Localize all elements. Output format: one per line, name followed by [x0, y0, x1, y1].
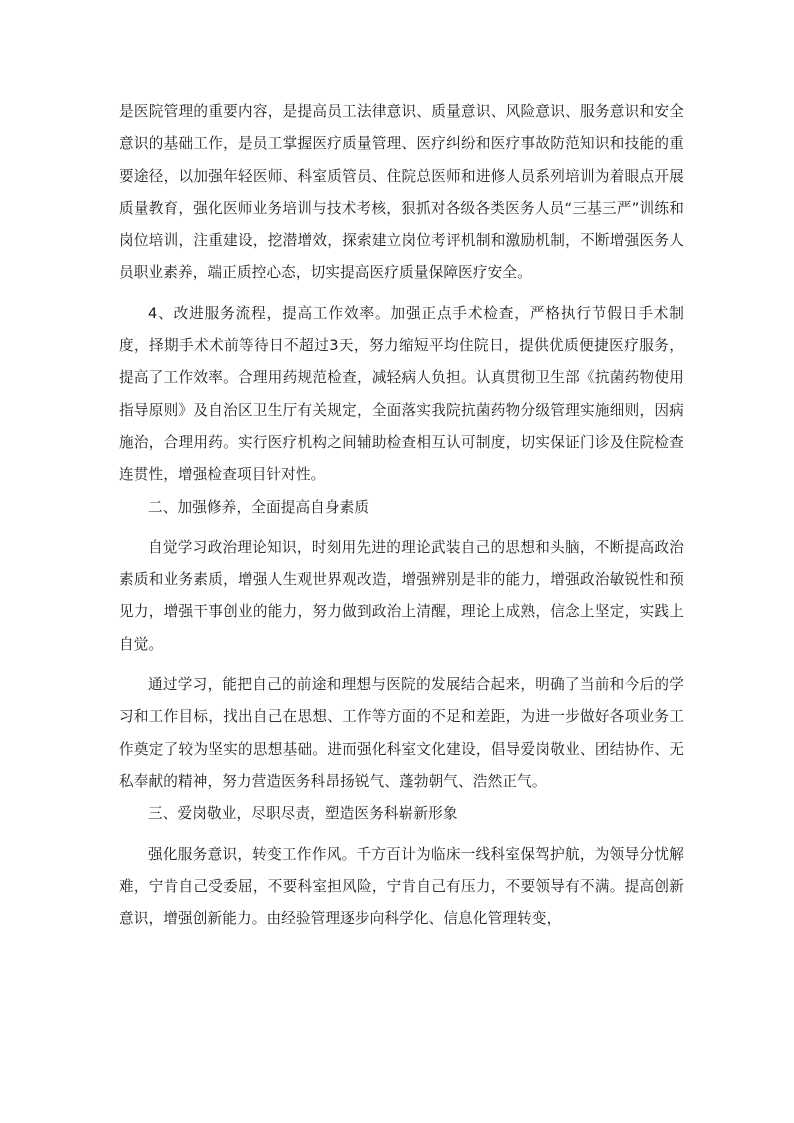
paragraph-political-study: 自觉学习政治理论知识，时刻用先进的理论武装自己的思想和头脑，不断提高政治素质和业务素质，增强人生观世界观改造，增强辨别是非的能力，增强政治敏锐性和预见力，增强干事创业的能力，努力做到政治上清醒，理论上成熟，信念上坚定，实践上自觉。: [119, 538, 684, 653]
document-body: [119, 96, 684, 935]
section-heading-dedication: 三、爱岗敬业，尽职尽责，塑造医务科崭新形象: [148, 805, 458, 823]
paragraph-learning-outcomes: 通过学习，能把自己的前途和理想与医院的发展结合起来，明确了当前和今后的学习和工作目标，找出自己在思想、工作等方面的不足和差距，为进一步做好各项业务工作奠定了较为坚实的思想基础。进而强化科室文化建设，倡导爱岗敬业、团结协作、无私奉献的精神，努力营造医务科昂扬锐气、蓬勃朝气、浩然正气。: [119, 676, 684, 790]
paragraph-quality-education: 是医院管理的重要内容，是提高员工法律意识、质量意识、风险意识、服务意识和安全意识的基础工作，是员工掌握医疗质量管理、医疗纠纷和医疗事故防范知识和技能的重要途径，以加强年轻医师、科室质管员、住院总医师和进修人员系列培训为着眼点开展质量教育，强化医师业务培训与技术考核，狠抓对各级各类医务人员“三基三严”训练和岗位培训，注重建设，挖潜增效，探索建立岗位考评机制和激励机制，不断增强医务人员职业素养，端正质控心态，切实提高医疗质量保障医疗安全。: [119, 103, 684, 282]
paragraph-service-process: 4、改进服务流程，提高工作效率。加强正点手术检查，严格执行节假日手术制度，择期手术术前等待日不超过3天，努力缩短平均住院日，提供优质便捷医疗服务，提高了工作效率。合理用药规范检查，减轻病人负担。认真贯彻卫生部《抗菌药物使用指导原则》及自治区卫生厅有关规定，全面落实我院抗菌药物分级管理实施细则，因病施治，合理用药。实行医疗机构之间辅助检查相互认可制度，切实保证门诊及住院检查连贯性，增强检查项目针对性。: [119, 304, 684, 484]
paragraph-service-awareness: 强化服务意识，转变工作作风。千方百计为临床一线科室保驾护航，为领导分忧解难，宁肯自己受委屈，不要科室担风险，宁肯自己有压力，不要领导有不满。提高创新意识，增强创新能力。由经验管理逐步向科学化、信息化管理转变，: [119, 845, 684, 928]
section-heading-self-improvement: 二、加强修养，全面提高自身素质: [148, 498, 370, 516]
